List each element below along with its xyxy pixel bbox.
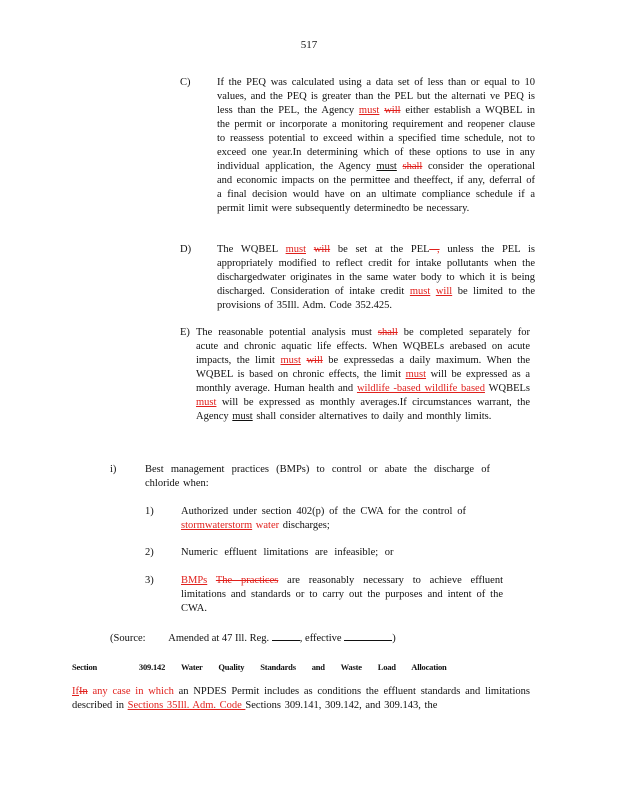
- text: shall consider alternatives to daily and monthly limits.: [252, 411, 492, 422]
- blank-reg: [272, 630, 300, 641]
- section-heading: [72, 660, 447, 674]
- deleted-text: will: [313, 244, 331, 255]
- text: The WQBEL: [217, 244, 286, 255]
- item-e-label: E): [180, 327, 190, 338]
- deleted-text: will: [306, 355, 323, 366]
- inserted-text: must: [409, 286, 431, 297]
- item-e-text: [196, 326, 530, 424]
- text: either establish a WQBEL in the permit or incorporate a monitoring requirement and reopener clause to reassess potential to exceed within a specified time schedule, not to exceed one year.In determining which of these options to use in any individual application, the Agency: [217, 105, 535, 172]
- inserted-text: must: [280, 355, 301, 366]
- item-i-text: Best management practices (BMPs) to control or abate the discharge of chloride when:: [145, 464, 490, 489]
- inserted-text: If: [72, 686, 79, 697]
- text: WQBELs: [484, 383, 530, 394]
- text: The reasonable potential analysis must: [196, 327, 378, 338]
- inserted-text: must: [285, 244, 307, 255]
- text: be limited to the provisions of 35Ill. Adm. Code 352.425.: [217, 286, 535, 311]
- source-prefix: (Source:: [110, 633, 146, 644]
- deleted-text: shall: [402, 161, 423, 172]
- text: be expressedas a daily maximum. When the WQBEL is based on chronic effects, the limit: [196, 355, 530, 380]
- text: will be expressed as monthly averages.If circumstances warrant, the Agency: [196, 397, 530, 422]
- item-c-label: C): [180, 77, 191, 88]
- source-sep: , effective: [299, 633, 342, 644]
- red-text: any case in which: [87, 686, 174, 697]
- text: unless the PEL is appropriately modified to reflect credit for intake pollutants when the dischargedwater originates in the same water body to which it is being discharged. Consideration of intake credit: [217, 244, 536, 297]
- text: will be expressed as a monthly average. Human health and: [196, 369, 530, 394]
- text: be set at the PEL: [330, 244, 430, 255]
- inserted-text: must: [405, 369, 427, 380]
- sub-3-text: [181, 574, 503, 616]
- source-middle: Amended at 47 Ill. Reg.: [168, 633, 270, 644]
- sub-2-text: Numeric effluent limitations are infeasible; or: [181, 547, 394, 558]
- last-paragraph: [72, 685, 530, 713]
- section-word: Section: [72, 662, 98, 672]
- sub-1-label: 1): [145, 506, 154, 517]
- deleted-text: The practices: [215, 575, 279, 586]
- text: be completed separately for acute and chronic aquatic life effects. When WQBELs arebased on acute impacts, the limit: [196, 327, 530, 366]
- red-text: water: [255, 520, 280, 531]
- text: discharges;: [279, 520, 330, 531]
- inserted-text: will: [435, 286, 453, 297]
- sub-1-text: [181, 505, 466, 533]
- inserted-text: stormwaterstorm: [181, 520, 253, 531]
- underlined-text: must: [376, 161, 397, 172]
- text: consider the operational and economic impacts on the permittee and theeffect, if any, deferral of a final decision would have on an ultimate compliance schedule if a permit limit were subsequently determinedto be necessary.: [217, 161, 535, 214]
- page-number: 517: [300, 39, 318, 51]
- text: Authorized under section 402(p) of the CWA for the control of: [181, 506, 466, 517]
- text: an NPDES Permit includes as conditions the effluent standards and limitations described in: [72, 686, 530, 711]
- text: Sections 309.141, 309.142, and 309.143, the: [245, 700, 438, 711]
- inserted-text: BMPs: [181, 575, 208, 586]
- sub-3-label: 3): [145, 575, 154, 586]
- sub-2-label: 2): [145, 547, 154, 558]
- section-title: Water Quality Standards and Waste Load Allocation: [180, 662, 447, 672]
- source-end: ): [392, 633, 396, 644]
- inserted-text: must: [358, 105, 380, 116]
- item-d-label: D): [180, 244, 192, 255]
- text: [207, 575, 216, 586]
- inserted-text: Sections 35Ill. Adm. Code: [127, 700, 246, 711]
- section-code: 309.142: [138, 662, 166, 672]
- text: are reasonably necessary to achieve effluent limitations and standards or to carry out the purposes and intent of the CWA.: [181, 575, 504, 614]
- inserted-text: must: [196, 397, 217, 408]
- deleted-text: ,: [429, 244, 440, 255]
- source-note: [110, 630, 396, 646]
- deleted-text: will: [384, 105, 401, 116]
- deleted-text: In: [79, 686, 88, 697]
- inserted-text: wildlife -based wildlife based: [356, 383, 485, 394]
- item-i-label: i): [110, 464, 117, 475]
- text: If the PEQ was calculated using a data set of less than or equal to 10 values, and the PEQ is greater than the PEL but the alternati ve PEQ is less than the PEL, the Agency: [217, 77, 535, 116]
- item-c-text: [217, 76, 535, 216]
- item-d-text: [217, 243, 535, 313]
- blank-date: [344, 630, 392, 641]
- underlined-text: must: [232, 411, 253, 422]
- deleted-text: shall: [377, 327, 398, 338]
